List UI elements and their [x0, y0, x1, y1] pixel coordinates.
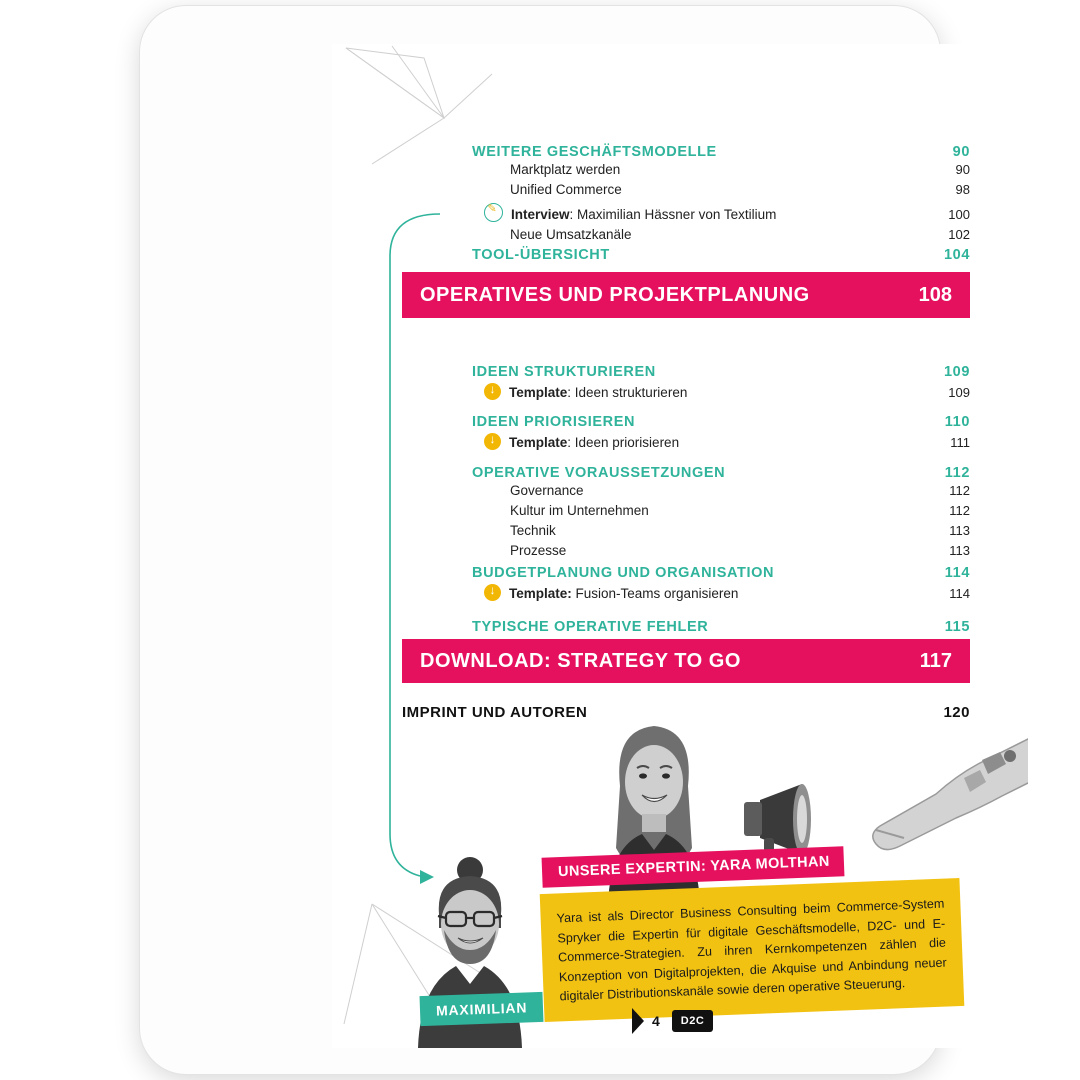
toc-section-page: 104 — [944, 247, 970, 263]
toc-section-page: 109 — [944, 364, 970, 380]
tag-maximilian: MAXIMILIAN — [420, 992, 544, 1026]
toc-section-page: 112 — [944, 465, 970, 481]
toc-entry-page: 98 — [955, 181, 970, 197]
toc-entry-label: Unified Commerce — [510, 181, 622, 197]
toc-entry-label-prefix: Template — [509, 435, 568, 450]
toc-section-heading[interactable] — [472, 247, 970, 263]
toc-entry-label: Marktplatz werden — [510, 162, 621, 177]
toc-section-title: IDEEN PRIORISIEREN — [472, 414, 636, 430]
toc-entry-label — [509, 433, 950, 453]
pencil-icon — [484, 203, 503, 222]
footer-logo: D2C — [672, 1010, 714, 1032]
tablet-screen — [332, 44, 1028, 1048]
toc-entry[interactable] — [472, 541, 970, 561]
banner-page: 117 — [919, 649, 952, 672]
toc-section-heading[interactable] — [472, 364, 970, 380]
toc-section-title: BUDGETPLANUNG UND ORGANISATION — [472, 565, 775, 581]
footer-page-number: 4 — [652, 1013, 660, 1029]
toc-section-heading[interactable] — [472, 565, 970, 581]
toc-entry-label-prefix: Template: — [509, 586, 572, 601]
banner-title: DOWNLOAD: STRATEGY TO GO — [420, 649, 741, 672]
toc-entry-page: 109 — [948, 385, 970, 400]
toc-entry[interactable] — [472, 501, 970, 521]
toc-section-operative-voraussetzungen — [472, 465, 970, 560]
banner-page: 108 — [918, 283, 952, 306]
toc-entry-label — [509, 584, 949, 604]
toc-section-title: OPERATIVE VORAUSSETZUNGEN — [472, 465, 726, 481]
toc-section-page: 114 — [944, 565, 970, 581]
banner-download-strategy-to-go[interactable] — [402, 639, 970, 683]
toc-entry-label-prefix: Template — [509, 385, 568, 400]
toc-entry-label: Technik — [510, 522, 556, 538]
toc-entry-label: Prozesse — [510, 542, 567, 558]
expert-description: Yara ist als Director Business Consulting beim Commerce-System Spryker die Expertin für digitale Geschäftsmodelle, D2C- und E-Commerce-Strategien. Zu ihren Kernkompetenzen zählen die Konzeption von Digitalprojekten, die Akquise und Anbindung neuer digitaler Distributionskanäle sowie deren operative Steuerung. — [540, 878, 965, 1022]
toc-entry-page: 113 — [949, 522, 970, 538]
toc-entry-label: Neue Umsatzkanäle — [510, 226, 632, 242]
toc-entry-label-prefix: Interview — [511, 206, 570, 222]
toc-entry-page: 100 — [948, 206, 970, 222]
toc-section-page: 90 — [952, 144, 970, 160]
toc-entry-page: 112 — [949, 483, 970, 498]
imprint-title: IMPRINT UND AUTOREN — [402, 704, 588, 721]
banner-title: OPERATIVES UND PROJEKTPLANUNG — [420, 283, 810, 306]
toc-entry-template[interactable] — [472, 430, 970, 453]
toc-section-heading[interactable] — [472, 414, 970, 430]
toc-section-tool-uebersicht — [472, 247, 970, 263]
toc-section-weitere-geschaeftsmodelle — [472, 144, 970, 244]
download-icon — [484, 584, 501, 601]
toc-entry-page: 111 — [950, 435, 970, 450]
toc-entry[interactable] — [472, 160, 970, 180]
toc-entry-label-rest: : Ideen priorisieren — [567, 435, 680, 450]
page-footer — [632, 1008, 713, 1034]
toc-entry[interactable] — [472, 180, 970, 200]
toc-entry[interactable] — [472, 521, 970, 541]
toc-section-heading[interactable] — [472, 619, 970, 635]
footer-wedge-icon — [632, 1008, 644, 1034]
toc-entry-label-rest: Fusion-Teams organisieren — [571, 586, 739, 601]
toc-entry-label — [511, 205, 948, 225]
toc-section-title: IDEEN STRUKTURIEREN — [472, 364, 656, 380]
toc-section-typische-operative-fehler — [472, 619, 970, 635]
toc-section-title: WEITERE GESCHÄFTSMODELLE — [472, 144, 717, 160]
toc-section-title: TOOL-ÜBERSICHT — [472, 247, 610, 263]
toc-entry-label: Governance — [510, 483, 584, 498]
toc-entry-interview[interactable] — [472, 200, 970, 225]
photo-robot-hand — [860, 734, 1028, 874]
toc-section-page: 115 — [944, 619, 970, 635]
toc-section-ideen-priorisieren — [472, 414, 970, 453]
banner-operatives-und-projektplanung[interactable] — [402, 272, 970, 318]
toc-entry-label-rest: : Maximilian Hässner von Textilium — [569, 206, 777, 222]
toc-section-page: 110 — [944, 414, 970, 430]
tablet-device-frame — [140, 6, 970, 1074]
expert-title-banner: UNSERE EXPERTIN: YARA MOLTHAN — [542, 846, 845, 888]
toc-entry-label-rest: : Ideen strukturieren — [567, 385, 688, 400]
toc-entry-page: 113 — [949, 542, 970, 558]
toc-entry-template[interactable] — [472, 380, 970, 403]
toc-entry-label — [509, 383, 948, 403]
toc-entry-page: 90 — [955, 162, 970, 177]
toc-section-heading[interactable] — [472, 465, 970, 481]
toc-entry-template[interactable] — [472, 581, 970, 604]
download-icon — [484, 383, 501, 400]
toc-entry[interactable] — [472, 225, 970, 245]
download-icon — [484, 433, 501, 450]
toc-section-heading[interactable] — [472, 144, 970, 160]
toc-entry-label: Kultur im Unternehmen — [510, 502, 649, 518]
toc-section-budgetplanung-und-organisation — [472, 565, 970, 604]
toc-section-title: TYPISCHE OPERATIVE FEHLER — [472, 619, 709, 635]
imprint-page: 120 — [943, 704, 970, 721]
toc-entry-page: 112 — [949, 502, 970, 518]
toc-entry[interactable] — [472, 481, 970, 501]
toc-entry-page: 102 — [948, 226, 970, 242]
toc-entry-page: 114 — [949, 586, 970, 601]
toc-section-ideen-strukturieren — [472, 364, 970, 403]
